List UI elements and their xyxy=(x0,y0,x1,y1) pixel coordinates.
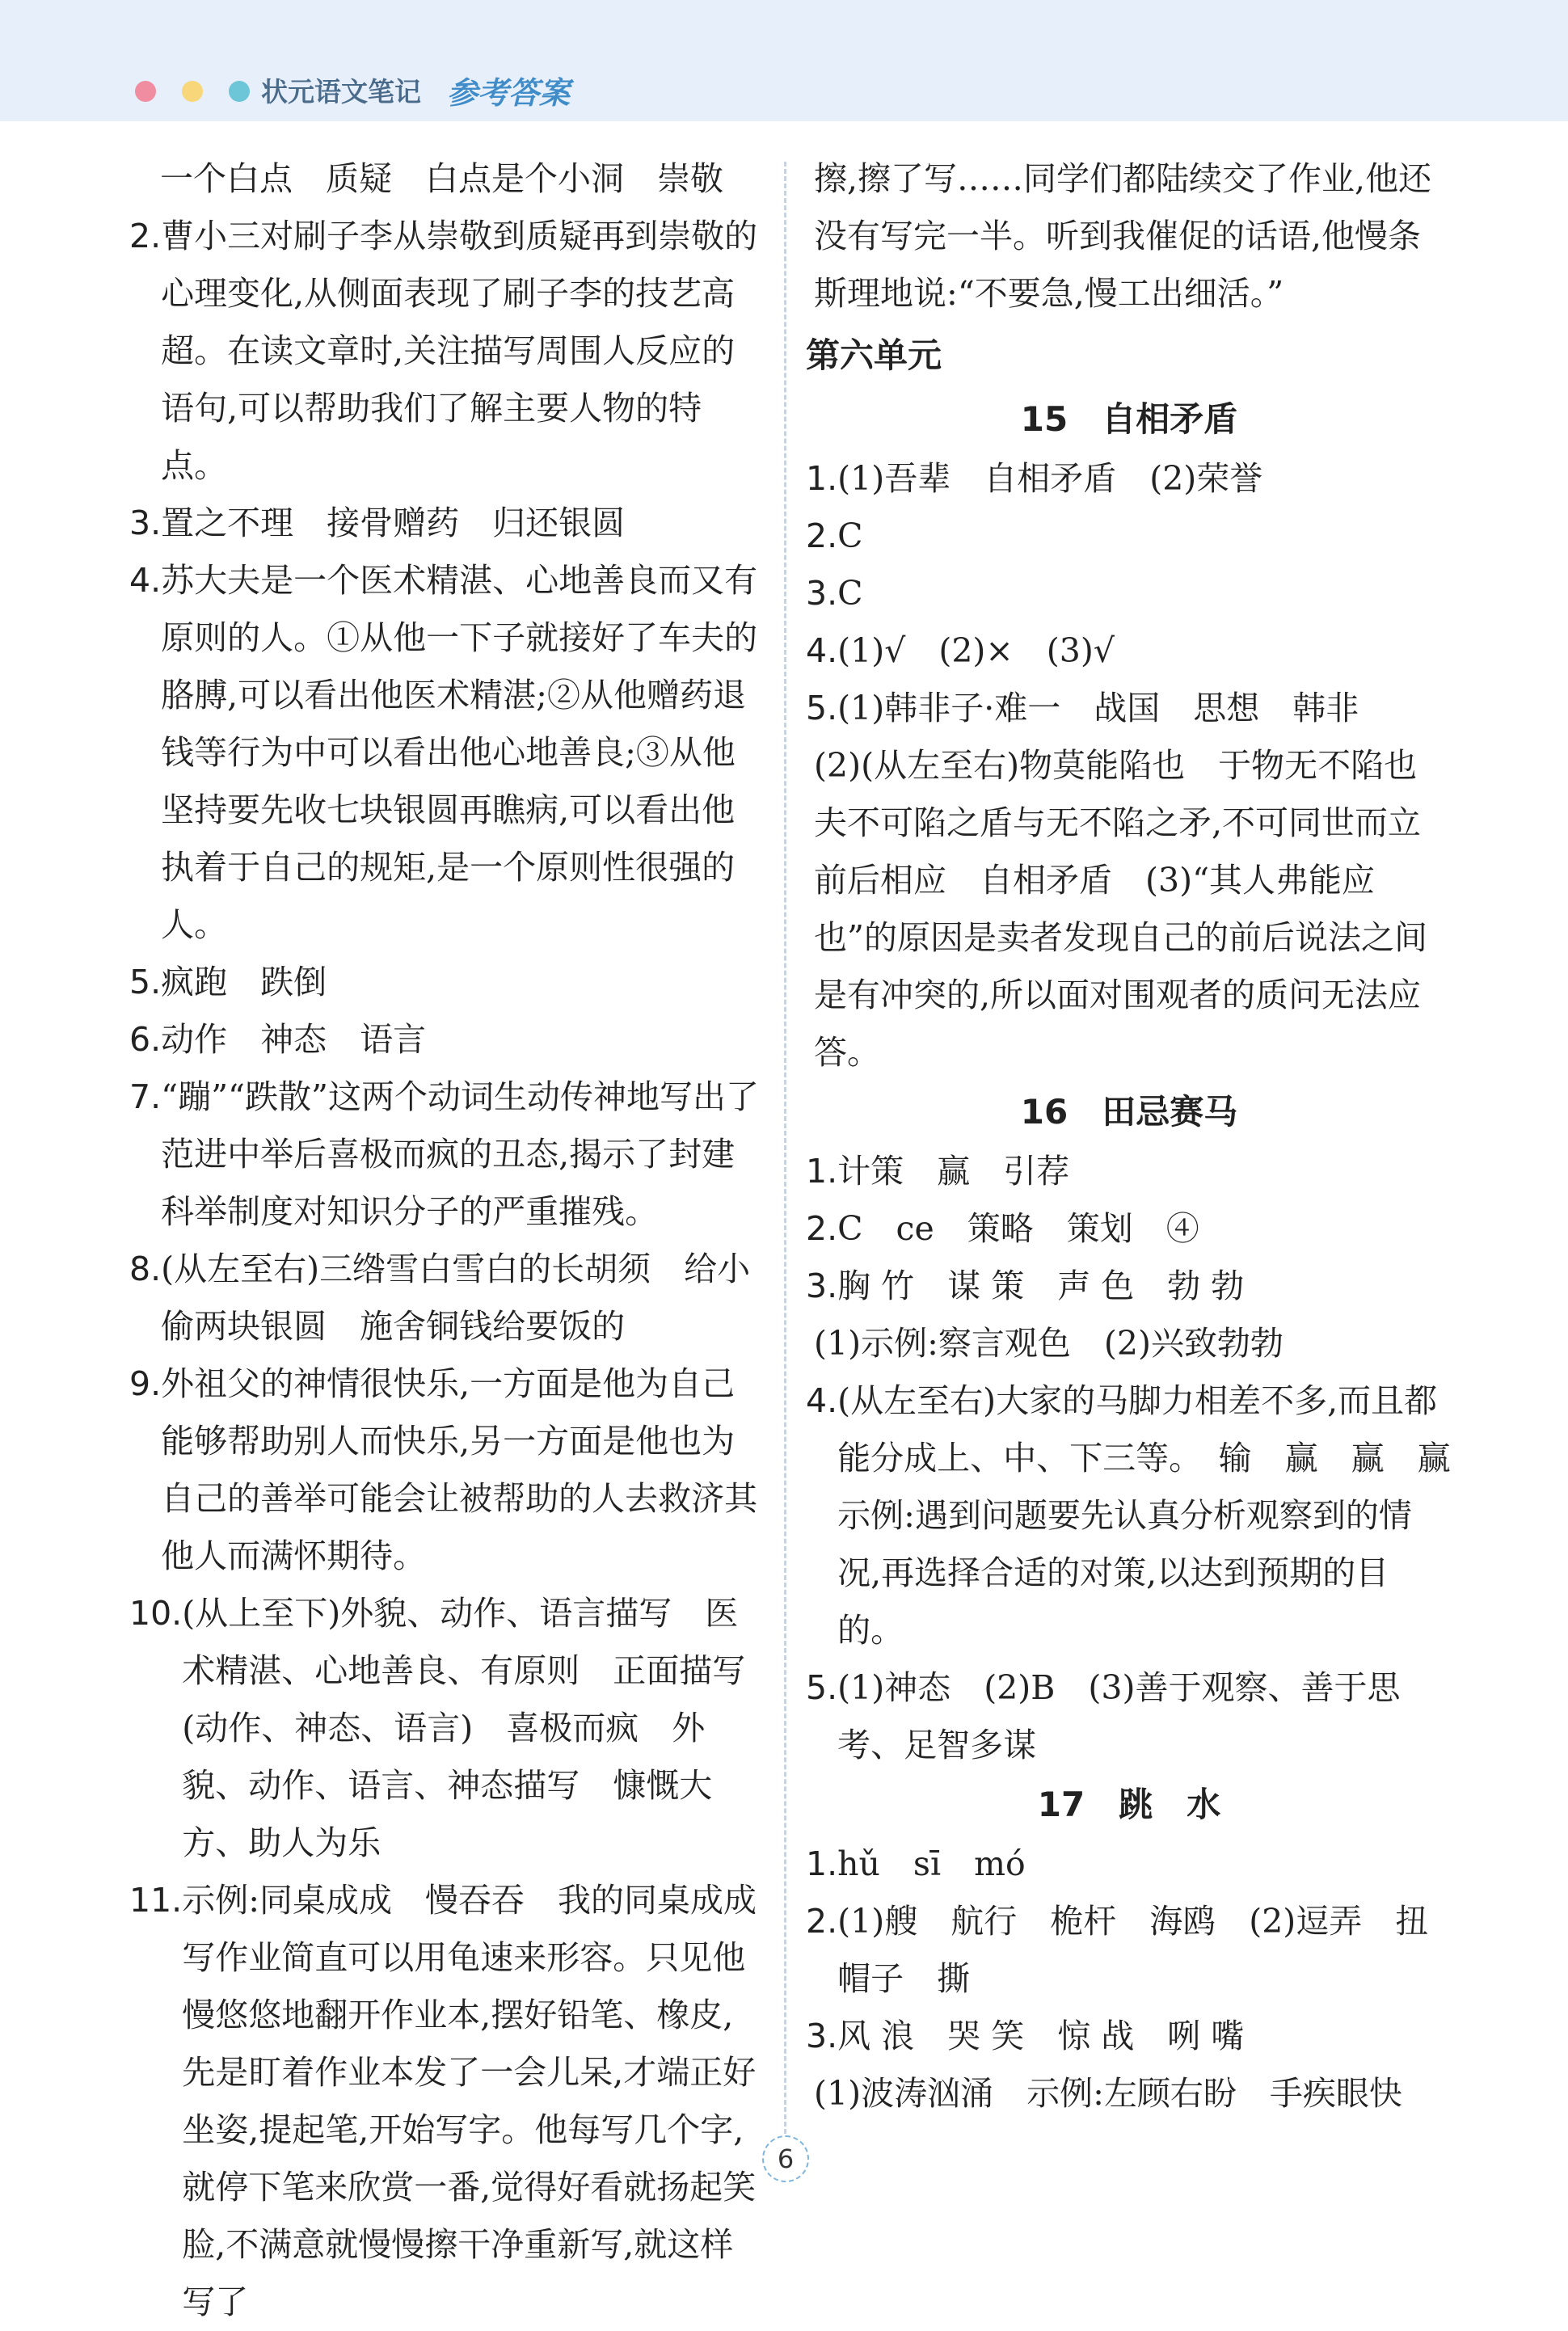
lesson-title: 17 跳 水 xyxy=(1037,1785,1221,1824)
pink-dot-icon xyxy=(135,81,156,102)
item-number: 8. xyxy=(129,1250,162,1288)
item-text: hǔ sī mó xyxy=(837,1844,1026,1883)
item-number: 1. xyxy=(806,459,838,498)
item-number: 2. xyxy=(806,516,838,555)
item-text: C xyxy=(837,574,863,613)
page-number: 6 xyxy=(762,2135,809,2182)
answer-key-title: 参考答案 xyxy=(447,75,571,111)
item-text: 动作 神态 语言 xyxy=(161,1020,427,1059)
item-number: 4. xyxy=(806,631,838,670)
brand-title: 状元语文笔记 xyxy=(261,76,421,107)
item-number: 6. xyxy=(129,1020,162,1059)
answer-item xyxy=(806,1659,1452,1774)
item-number: 1. xyxy=(806,1152,838,1191)
answer-item xyxy=(129,1011,760,1069)
item-text: C xyxy=(837,516,863,555)
item-text: (1)√ (2)× (3)√ xyxy=(837,631,1115,670)
answer-item xyxy=(806,450,1452,508)
answer-item xyxy=(806,2008,1452,2065)
answer-item xyxy=(129,954,760,1011)
item-number: 7. xyxy=(129,1077,162,1116)
item-text: 计策 赢 引荐 xyxy=(837,1152,1070,1191)
page-header xyxy=(0,0,1568,121)
item-number: 11. xyxy=(129,1881,183,1920)
answer-item xyxy=(806,508,1452,565)
item-number: 4. xyxy=(129,561,162,600)
column-divider xyxy=(784,162,786,2134)
continued-answer: 擦,擦了写……同学们都陆续交了作业,他还没有写完一半。听到我催促的话语,他慢条斯理地说:“不要急,慢工出细活。” xyxy=(814,159,1432,313)
answer-item xyxy=(806,1372,1484,1659)
teal-dot-icon xyxy=(229,81,250,102)
item-text: (1)艘 航行 桅杆 海鸥 (2)逗弄 扭 帽子 撕 xyxy=(837,1902,1462,1998)
item-number: 2. xyxy=(129,217,162,255)
lesson-list xyxy=(806,389,1484,2122)
item-number: 3. xyxy=(806,2017,838,2055)
item-text: 置之不理 接骨赠药 归还银圆 xyxy=(161,504,626,542)
item-text: C ce 策略 策划 ④ xyxy=(837,1209,1199,1248)
item-text: 曹小三对刷子李从崇敬到质疑再到崇敬的心理变化,从侧面表现了刷子李的技艺高超。在读文章时,关注描写周围人反应的语句,可以帮助我们了解主要人物的特点。 xyxy=(161,217,758,485)
item-text: 风 浪 哭 笑 惊 战 咧 嘴 xyxy=(837,2017,1245,2055)
answer-continuation: 一个白点 质疑 白点是个小洞 崇敬 xyxy=(160,159,723,198)
answer-item xyxy=(129,208,760,495)
item-text: 苏大夫是一个医术精湛、心地善良而又有原则的人。①从他一下子就接好了车夫的胳膊,可以看出他医术精湛;②从他赠药退钱等行为中可以看出他心地善良;③从他坚持要先收七块银圆再瞧病,可以看出他执着于自己的规矩,是一个原则性很强的人。 xyxy=(161,561,758,944)
item-text: (1)吾辈 自相矛盾 (2)荣誉 xyxy=(837,459,1263,498)
answer-item xyxy=(129,1241,760,1355)
item-number: 2. xyxy=(806,1209,838,1248)
item-text: (从左至右)三绺雪白雪白的长胡须 给小偷两块银圆 施舍铜钱给要饭的 xyxy=(161,1250,751,1346)
item-text: 外祖父的神情很快乐,一方面是他为自己能够帮助别人而快乐,另一方面是他也为自己的善举可能会让被帮助的人去救济其他人而满怀期待。 xyxy=(161,1364,758,1575)
answer-item xyxy=(129,552,760,954)
answer-item xyxy=(806,1258,1452,1315)
answer-continuation: (1)波涛汹涌 示例:左顾右盼 手疾眼快 xyxy=(814,2074,1402,2113)
answer-item xyxy=(806,1143,1452,1200)
item-number: 3. xyxy=(806,1267,838,1305)
answer-item xyxy=(129,1069,760,1241)
item-number: 2. xyxy=(806,1902,838,1941)
item-text: “蹦”“跌散”这两个动词生动传神地写出了范进中举后喜极而疯的丑态,揭示了封建科举制度对知识分子的严重摧残。 xyxy=(161,1077,759,1231)
left-column xyxy=(129,150,760,2331)
item-text: (1)韩非子·难一 战国 思想 韩非 xyxy=(837,689,1359,727)
item-number: 1. xyxy=(806,1844,838,1883)
answer-item xyxy=(806,1200,1452,1258)
answer-item xyxy=(806,1836,1452,1893)
unit-heading: 第六单元 xyxy=(806,335,942,375)
answer-item xyxy=(806,1893,1462,2008)
answer-item xyxy=(129,1585,760,1872)
item-text: (从上至下)外貌、动作、语言描写 医术精湛、心地善良、有原则 正面描写(动作、神态、语言) 喜极而疯 外貌、动作、语言、神态描写 慷慨大方、助人为乐 xyxy=(182,1594,746,1862)
right-column xyxy=(806,150,1484,2122)
lesson-title: 16 田忌赛马 xyxy=(1020,1092,1238,1132)
answer-item xyxy=(129,1872,760,2331)
item-number: 5. xyxy=(806,689,838,727)
item-text: (从左至右)大家的马脚力相差不多,而且都能分成上、中、下三等。 输 赢 赢 赢 示例:遇到问题要先认真分析观察到的情况,再选择合适的对策,以达到预期的目的。 xyxy=(837,1381,1484,1650)
answer-item xyxy=(129,495,760,552)
answer-item xyxy=(806,680,1452,737)
item-number: 5. xyxy=(129,963,162,1001)
answer-continuation: (1)示例:察言观色 (2)兴致勃勃 xyxy=(814,1324,1283,1363)
item-text: 胸 竹 谋 策 声 色 勃 勃 xyxy=(837,1267,1245,1305)
item-text: 疯跑 跌倒 xyxy=(161,963,327,1001)
item-number: 3. xyxy=(129,504,162,542)
item-number: 4. xyxy=(806,1381,838,1420)
answer-item xyxy=(806,622,1452,680)
item-text: 示例:同桌成成 慢吞吞 我的同桌成成写作业简直可以用龟速来形容。只见他慢悠悠地翻开作业本,摆好铅笔、橡皮,先是盯着作业本发了一会儿呆,才端正好坐姿,提起笔,开始写字。他每写几个字,就停下笔来欣赏一番,觉得好看就扬起笑脸,不满意就慢慢擦干净重新写,就这样写了 xyxy=(182,1881,757,2321)
item-number: 10. xyxy=(129,1594,183,1633)
answer-continuation: (2)(从左至右)物莫能陷也 于物无不陷也 夫不可陷之盾与无不陷之矛,不可同世而立 前后相应 自相矛盾 (3)“其人弗能应也”的原因是卖者发现自己的前后说法之间是有冲突的,所以面对围观者的质问无法应答。 xyxy=(814,746,1455,1072)
answer-item xyxy=(129,1355,760,1585)
item-number: 9. xyxy=(129,1364,162,1403)
yellow-dot-icon xyxy=(182,81,203,102)
item-number: 5. xyxy=(806,1668,838,1707)
answer-item xyxy=(806,565,1452,622)
lesson-title: 15 自相矛盾 xyxy=(1020,399,1238,439)
item-number: 3. xyxy=(806,574,838,613)
item-text: (1)神态 (2)B (3)善于观察、善于思考、足智多谋 xyxy=(837,1668,1401,1764)
